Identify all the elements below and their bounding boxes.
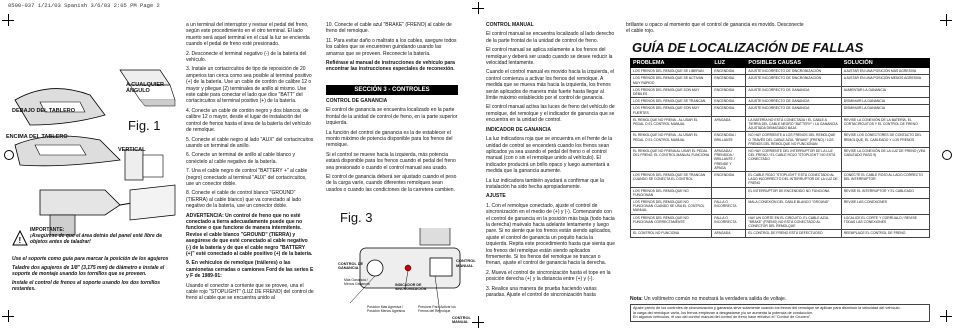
column-4-intro [626, 22, 806, 38]
table-cell: AJUSTAR EN UNA POSICIÓN MÁS AGRESIVA [841, 68, 929, 75]
dash-illustration-bottom [15, 136, 120, 166]
gain-title: CONTROL DE GANANCIA [326, 98, 388, 104]
crop-mark-bottom-left [2, 310, 14, 322]
more-gain-label: Más Ganancia / Menos Ganancia [344, 278, 370, 286]
table-row [631, 214, 930, 230]
adjust-title: AJUSTE [486, 193, 506, 200]
actuate-label: Presione Para Activar los Frenos del Remolque [418, 305, 456, 313]
col2-p2: 11. Para evitar daño o maltrato a los cables, asegure todos los cables que se encuentren guindando usando las amarras que se proveen. Reconecte la batería. [326, 37, 457, 57]
warning-icon [12, 230, 30, 248]
table-cell: NO HAY CORRIENTE DEL INTERRUPTOR DE LA LUZ DEL FRENO / EL CABLE ROJO "STOPLIGHT" NO ESTÁ CONECTADO [746, 148, 841, 172]
table-cell: ENCENDIDA [712, 68, 746, 75]
table-cell: ENCENDIDA / BRILLANTE [712, 132, 746, 148]
gain-p3: Si el control se mueve hacia la izquierda, más potencia estará disponible para los frenos cuando el pedal del freno sea presionado o cuando el control manual sea usado. [326, 151, 456, 171]
table-cell: ENCENDIDA [712, 75, 746, 86]
fig-3-label: Fig. 3 [340, 210, 373, 225]
header-causes: POSIBLES CAUSAS [746, 59, 841, 68]
table-cell [712, 187, 746, 198]
col1-p5: 5. Conecte el cable negro al lado "AUX" del cortacircuitos usando un terminal de anillo. [186, 136, 314, 149]
adjust-p3: 3. Realice una manera de prueba haciendo varias paradas. Ajuste el control de sincronización hasta [486, 285, 597, 299]
sync-p2: La luz indicadora también ayudará a confirmar que la instalación ha sido hecha apropiadamente. [486, 177, 604, 190]
crop-mark-top-center [472, 2, 484, 14]
col1-p6: 6. Conecte un terminal de anillo al cable blanco y conéctelo al cable negativo de la batería. [186, 152, 295, 165]
manual-lever [430, 258, 452, 276]
table-cell: FALLA O INCORRECTA [712, 214, 746, 230]
footer-line-2: la carga del remolque varía, los frenos empiezan a desgastarse y/o se aumenta la potencia de conducción. [633, 310, 814, 315]
note-2: Taladre dos agujeros de 1/8" (3,175 mm) de diámetro e instale el soporte de montaje usando los tornillos que se proveen. [12, 265, 165, 277]
table-cell: EL CABLE ROJO "STOPLIGHT" ESTÁ CONECTADO AL LADO INCORRECTO DEL INTERRUPTOR DE LA LUZ DE FRENO [746, 172, 841, 188]
col1-tail: Usando el conector a corriente que se provee, una el cable rojo "STOPLIGHT" (LUZ DE FRENO) del control de freno al cable que se encuentra unido al [186, 282, 314, 302]
vertical-label: VERTICAL [118, 147, 146, 153]
table-cell: LOS FRENOS DEL REMOLQUE SE TRANCAN [631, 98, 712, 105]
table-row [631, 116, 930, 132]
manual-p1: El control manual se encuentra localizado al lado derecho de la parte frontal de la unidad de control de freno. [486, 31, 615, 44]
col1-p7: 7. Una el cable negro de control "BATTERY +" al cable (negro) conectado al terminal "AUX" del cortacircuitos, use un conector doble. [186, 168, 308, 187]
table-row [631, 199, 930, 215]
table-row [631, 75, 930, 86]
table-row [631, 172, 930, 188]
important-text: ¡Asegúrese de que el área detrás del panel esté libre de objetos antes de taladrar! [30, 233, 162, 245]
troubleshooting-table [630, 58, 930, 238]
note-3: Instale el control de frenos al soporte usando los dos tornillos restantes. [12, 280, 161, 292]
table-cell: APAGADA [712, 230, 746, 237]
manual-title: CONTROL MANUAL [486, 22, 534, 28]
table-cell: ENCENDIDA [712, 98, 746, 105]
table-cell: REEMPLACE EL CONTROL DE FRENO [841, 230, 929, 237]
position-label: Posición Más Agresiva / Posición Menos Agresiva [367, 305, 405, 313]
table-cell: MALA CONEXIÓN DEL CABLE BLANCO "GROUND" [746, 199, 841, 215]
manual-control-bottom-label: CONTROL MANUAL [452, 316, 471, 324]
column-3 [486, 22, 616, 301]
gain-control-label: CONTROL DE GANANCIA [338, 262, 364, 270]
gain-p1: El control de ganancia se encuentra localizado en la parte frontal de la unidad de control de freno, en la parte superior izquierda. [326, 107, 458, 127]
table-cell: CONECTE EL CABLE ROJO AL LADO CORRECTO DEL INTERRUPTOR [841, 172, 929, 188]
section-3-bar: SECCIÓN 3 - CONTROLES [326, 85, 458, 95]
col1-p3: 3. Instale un cortacircuitos de tipo de reposición de 20 amperios tan cerca como sea posible al terminal positivo (+) de la batería. Use un cable de cordón de calibre 12 o mayor y pliegue (2) terminales de anillo al mismo. Use este cable para conectar el lado que dice "BATT" del cortacircuitos al terminal positivo (+) de la batería. [186, 66, 312, 105]
gain-p2: La función del control de ganancia es la de establecer el monto máximo de potencia disponible para los frenos del remolque. [326, 129, 453, 149]
table-cell: AUMENTAR LA GANANCIA [841, 86, 929, 97]
table-cell: HAY UN CORTE EN EL CIRCUITO, EL CABLE AZUL "BRAKE" (FRENO) NO ESTÁ CONECTADO AL CONECTOR DEL REMOLQUE [746, 214, 841, 230]
table-row [631, 148, 930, 172]
table-cell: REVISE LA CONEXIÓN DE LA BATERÍA, EL CORTACIRCUITOS Y EL CONTROL DE FRENO [841, 116, 929, 132]
footer-line-3: En algunos vehículos, el uso del control manual del control de freno hace efectivo el "Control de Crucero". [633, 315, 812, 320]
table-cell: AJUSTE INCORRECTO DE SINCRONIZACIÓN [746, 68, 841, 75]
table-cell: LOS FRENOS DEL REMOLQUE SE LIBERAN [631, 68, 712, 75]
mounting-illustration [10, 40, 180, 240]
gain-knob [367, 260, 383, 276]
table-row [631, 86, 930, 97]
table-cell: LOS FRENOS DEL REMOLQUE SON MUY FUERTES [631, 105, 712, 116]
table-cell: DISMINUIR LA GANANCIA [841, 98, 929, 105]
table-cell: AJUSTE INCORRECTO DE GANANCIA [746, 98, 841, 105]
col1-p9: 9. En vehículos de remolque (tráileres) o las camionetas cerradas o camiones Ford de las series E y F de 1989-91: [186, 260, 314, 280]
manual-p4: El control manual activa las luces de freno del vehículo de remolque, del remolque y el indicador de ganancia que se encuentra en la unidad de control. [486, 104, 615, 124]
table-cell: EL REMOLQUE NO FRENA - AL USAR EL PEDAL O EL CONTROL MANUAL [631, 132, 712, 148]
sync-title: INDICADOR DE GANANCIA [486, 126, 551, 133]
col4-intro: brillante u opaco al momento que el control de ganancia es movido. Desconecte el cable rojo. [626, 22, 804, 35]
table-cell: LA BATERÍA NO ESTÁ CONECTADA / EL CABLE A TIERRA DEL CABLE NEGRO "BATTERY" / LA GANANCIA AJUSTADA DEMASIADO BAJA [746, 116, 841, 132]
sync-p1: La luz indicadora roja que se encuentra en el frente de la unidad de control se encenderá cuando los frenos sean aplicados ya sea usando el pedal del freno o el control manual (con o sin el remolque unido al vehículo). El indicador producirá un brillo opaco y luego aumentará a medida que la ganancia aumente. [486, 136, 613, 175]
table-cell: EL REMOLQUE NO FRENA - AL USAR EL PEDAL O EL CONTROL MANUAL [631, 116, 712, 132]
table-cell: REVISE EL INTERRUPTOR Y EL CABLEADO [841, 187, 929, 198]
gain-p4: El control de ganancia deberá ser ajustado cuando el peso de la carga varíe, cuando diferentes remolques sean usados o cuando las condiciones de la carretera cambien. [326, 174, 457, 193]
table-cell: AJUSTE INCORRECTO DE GANANCIA [746, 105, 841, 116]
table-row [631, 132, 930, 148]
table-row [631, 105, 930, 116]
table-cell: DISMINUIR LA GANANCIA [841, 105, 929, 116]
column-1 [186, 22, 314, 305]
crop-mark-top-right [940, 14, 952, 26]
important-title: IMPORTANTE: [30, 227, 65, 233]
col1-p4: 4. Conecte un cable de cordón negro y dos blancos, de calibre 12 o mayor, desde el lugar de instalación del control de frenos hasta el área de la batería del vehículo de remolque. [186, 107, 311, 134]
troubleshooting-title: GUÍA DE LOCALIZACIÓN DE FALLAS [632, 40, 864, 55]
table-row [631, 230, 930, 237]
header-solution: SOLUCIÓN [841, 59, 929, 68]
header-light: LUZ [712, 59, 746, 68]
important-box [30, 227, 180, 245]
under-dash-label: DEBAJO DEL TABLERO [12, 108, 76, 114]
col2-bold-note: Refiérase al manual de instrucciones de vehículo para encontrar las instrucciones especiales de reconexión. [326, 60, 455, 73]
dash-illustration-top [15, 89, 105, 125]
table-cell: APAGADA [712, 116, 746, 132]
manual-p3: Cuando el control manual es movido hacia la izquierda, el control comienza a activar los frenos del remolque. A medida que se mueva más hacia la izquierda, los frenos serán aplicados de manera más fuerte hasta llegar al límite máximo establecido por el control de ganancia. [486, 69, 615, 102]
instruction-notes [12, 256, 180, 292]
table-cell: AJUSTE INCORRECTO DE GANANCIA [746, 86, 841, 97]
registration-circle-right [942, 150, 952, 160]
table-cell: EL CONTROL NO FUNCIONA [631, 230, 712, 237]
column-2-gain [326, 98, 458, 196]
table-cell: REVISE LOS CONECTORES DE CONTACTO DEL REMOLQUE, EL CABLEADO Y LOS FRENOS [841, 132, 929, 148]
table-cell: LOS FRENOS DEL REMOLQUE NO FUNCIONAN CUANDO SE USA EL CONTROL MANUAL [631, 199, 712, 215]
crop-mark-bottom-right [940, 310, 952, 322]
manual-control-label: CONTROL MANUAL [456, 258, 476, 268]
top-of-dash-label: ENCIMA DEL TABLERO [6, 134, 68, 140]
table-cell: LOS FRENOS DEL REMOLQUE NO FUNCIONAN CORRECTAMENTE [631, 214, 712, 230]
table-cell: LOS FRENOS DEL REMOLQUE SE TRANCAN CUANDO SE CONECTA EL CONTROL [631, 172, 712, 188]
note-1: Use el soporte como guía para marcar la posición de los agujeros [12, 256, 169, 262]
table-cell: NO HAY CORRIENTE A LOS FRENOS DEL REMOLQUE O TRAVÉS DEL CABLE AZUL "BRAKE" (FRENO) / LOS FRENOS DEL REMOLQUE NO FUNCIONAN [746, 132, 841, 148]
table-row [631, 68, 930, 75]
table-cell: ENCENDIDA [712, 172, 746, 188]
table-cell: ENCENDIDA [712, 86, 746, 97]
table-cell: REVISE LAS CONEXIONES [841, 199, 929, 215]
note-label: Nota: [630, 296, 643, 302]
column-2 [326, 22, 458, 76]
table-cell: EL REMOLQUE NO FRENA AL USAR EL PEDAL DEL FRENO, EL CONTROL MANUAL FUNCIONA [631, 148, 712, 172]
col1-p2: 2. Desconecte el terminal negativo (-) de la batería del vehículo. [186, 50, 307, 64]
table-row [631, 187, 930, 198]
adjust-p1: 1. Con el remolque conectado, ajuste el control de sincronización en el medio de (+) y (-). Comenzando con el control de ganancia en la posición más baja (todo hacia la derecha) muévalo hacia adelante lentamente y luego pare. Si no siente que los frenos están siendo aplicados, ajuste el control de ganancia un poquito hacia la izquierda. Repita este procedimiento hasta que sienta que los frenos del remolque están siendo aplicados firmemente. Si los frenos del remolque se trancan o frenan, ajuste el control de ganancia hacia la derecha. [486, 202, 615, 267]
header-problem: PROBLEMA [631, 59, 712, 68]
svg-text:!: ! [18, 236, 22, 245]
table-cell: LOCALICE EL CORTE Y CORRÍJALO / REVISE TODAS LAS CONEXIONES [841, 214, 929, 230]
table-cell: AJUSTE INCORRECTO DE SINCRONIZACIÓN [746, 75, 841, 86]
sync-indicator-light [405, 265, 411, 271]
table-cell: EL CONTROL DE FRENO ESTÁ DEFECTUOSO [746, 230, 841, 237]
sync-indicator-label: INDICADOR DE SINCRONIZACIÓN [395, 283, 427, 291]
fig-1-label: Fig. 1 [128, 118, 161, 133]
bracket [420, 228, 450, 245]
manual-p2: El control manual se aplica solamente a los frenos del remolque y deberá ser usado cuando se desee reducir la velocidad lentamente. [486, 47, 613, 67]
table-cell: REVISE LA CONEXIÓN DE LA LUZ DE FRENO (VEA CABLEADO PASO 9) [841, 148, 929, 172]
table-cell: ENCENDIDA [712, 105, 746, 116]
table-cell: APAGADA / PRENDIDA / BRILLANTE / PRENDE Y APAGA [712, 148, 746, 172]
col1-p1: a un terminal del interruptor y revisar el pedal del freno, según este procedimiento en el otro terminal. El lado muerto será aquel terminal en el cual la luz se encienda cuando el pedal de freno esté presionado. [186, 22, 310, 48]
any-angle-label: A CUALQUIER ÁNGULO [126, 82, 164, 94]
print-header: 0500-037 1/21/03 Spanish 3/6/03 2:05 PM Page 2 [8, 2, 160, 9]
footer-box [630, 304, 930, 322]
adjust-p2: 2. Mueva el control de sincronización hasta el tope en la posición derecha (+) y la distancia entre (+) y (-). [486, 269, 611, 283]
table-cell: FALLA O INCORRECTA [712, 199, 746, 215]
table-header-row [631, 59, 930, 68]
table-cell: EL INTERRUPTOR DE ENCENDIDO NO FUNCIONA [746, 187, 841, 198]
col2-p1: 10. Conecte el cable azul "BRAKE" (FRENO) al cable de freno del remolque. [326, 22, 452, 35]
table-cell: LOS FRENOS DEL REMOLQUE SON MUY DÉBILES [631, 86, 712, 97]
col1-p8: 8. Conecte el cable de control blanco "GROUND" (TIERRA) al cable blanco) que va conectado al lado negativo de la batería, use un conector doble. [186, 190, 302, 210]
vertical-illustration [125, 150, 163, 180]
note-text: Un voltímetro común no mostrará la verdadera salida de voltaje. [644, 296, 787, 302]
footer-line-1: Ajuste previo de los controles de sincronización y ganancia sirve solamente cuando los frenos del remolque se aplican para disminuir la velocidad del vehículo. [633, 306, 901, 310]
table-cell: LOS FRENOS DEL REMOLQUE NO FUNCIONAN [631, 187, 712, 198]
table-cell: LOS FRENOS DEL REMOLQUE SE ACTIVAN MUY RÁPIDO [631, 75, 712, 86]
voltmeter-note [630, 296, 930, 302]
crop-mark-top-left [2, 14, 14, 26]
table-cell: AJUSTAR EN UNA POSICIÓN MENOS AGRESIVA [841, 75, 929, 86]
table-row [631, 98, 930, 105]
col1-warning: ADVERTENCIA: Un control de freno que no esté conectado a tierra adecuadamente puede que no funcione o que funcione de manera intermitente. Revise el cable blanco "GROUND" (TIERRA) y asegúrese de que esté conectado al cable negativo (-) de la batería y de que el cable negro "BATTERY (+)" esté conectado al cable positivo (+) de la batería. [186, 212, 313, 257]
